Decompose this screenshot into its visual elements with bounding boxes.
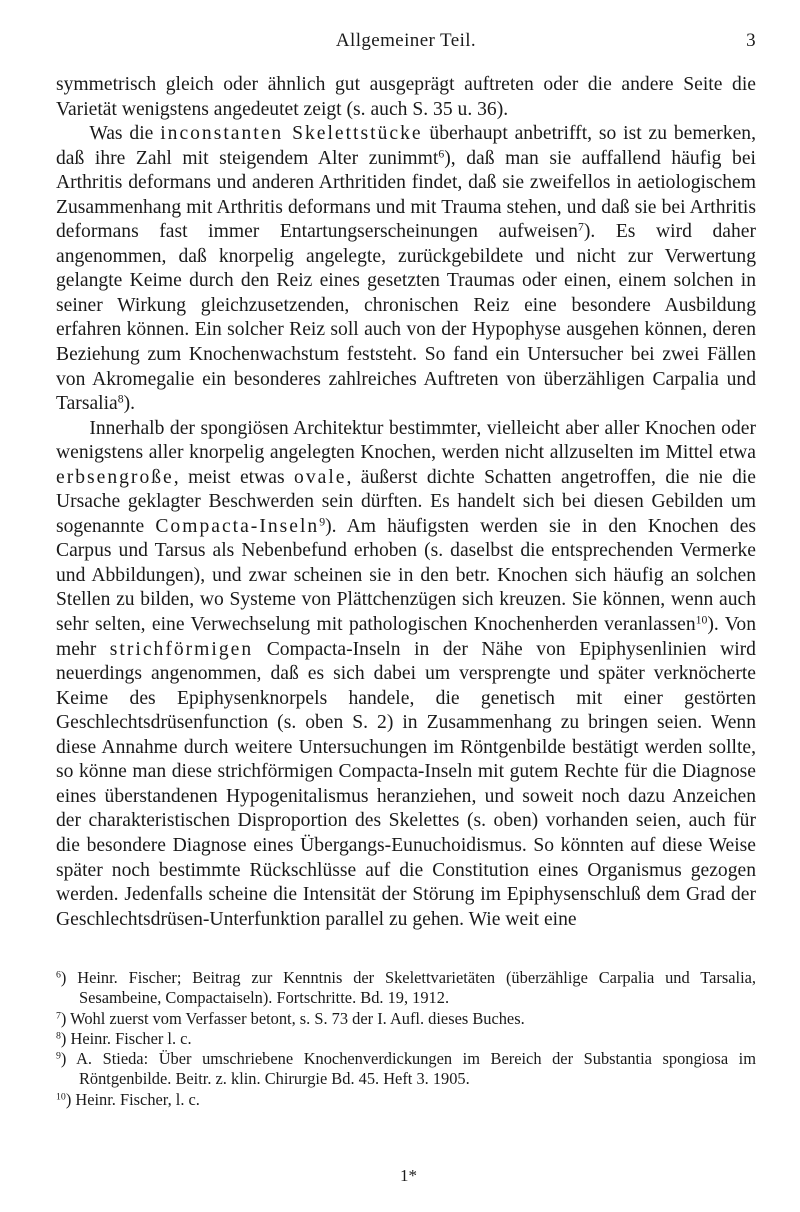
footnote-ref: 6 bbox=[438, 147, 445, 161]
paragraph bbox=[56, 417, 756, 932]
text-run: , äußerst dichte Schatten angetroffen, die nie die Ursache geklagter Beschwerden sein dürften. Es handelt sich bei diesen Gebilden um sogenannte bbox=[56, 466, 757, 537]
footnote-text: ) Heinr. Fischer, l. c. bbox=[65, 1089, 200, 1109]
footnote-mark: 9 bbox=[56, 1050, 61, 1062]
footnote-mark: 10 bbox=[56, 1091, 66, 1103]
text-run: ). bbox=[123, 393, 136, 415]
footnote-mark: 7 bbox=[56, 1010, 61, 1022]
footnotes bbox=[56, 968, 756, 1110]
running-header bbox=[56, 30, 756, 54]
footnote-text: ) Wohl zuerst vom Verfasser betont, s. S. 73 der I. Aufl. dieses Buches. bbox=[60, 1008, 525, 1028]
paragraph bbox=[56, 122, 756, 417]
emphasis-spaced: strichförmigen bbox=[109, 638, 254, 660]
emphasis-spaced: erbsengroße bbox=[56, 466, 174, 488]
text-run: symmetrisch gleich oder ähnlich gut ausgeprägt auftreten oder die andere Seite die Varietät wenigstens angedeutet zeigt (s. auch S. 35 u. 36). bbox=[56, 74, 756, 120]
text-run: überhaupt anbetrifft, so ist zu bemerken, daß ihre Zahl mit steigendem Alter zunimmt bbox=[56, 123, 757, 169]
page-number: 3 bbox=[746, 30, 756, 51]
paragraph bbox=[56, 73, 756, 122]
footnote-text: ) Heinr. Fischer l. c. bbox=[60, 1028, 192, 1048]
footnote bbox=[56, 1009, 756, 1029]
footnote-text: ) A. Stieda: Über umschriebene Knochenverdickungen im Bereich der Substantia spongiosa im Röntgenbilde. Beitr. z. klin. Chirurgie Bd. 45. Heft 3. 1905. bbox=[60, 1049, 756, 1089]
footnote-ref: 8 bbox=[117, 392, 124, 406]
text-run: , meist etwas bbox=[173, 466, 295, 488]
footnote bbox=[56, 1049, 756, 1090]
footnote-ref: 9 bbox=[319, 515, 326, 529]
footnote bbox=[56, 1029, 756, 1049]
emphasis-spaced: ovale bbox=[294, 466, 347, 488]
running-title: Allgemeiner Teil. bbox=[335, 30, 477, 51]
signature-mark: 1* bbox=[400, 1166, 417, 1185]
emphasis-spaced: inconstanten Skelettstücke bbox=[160, 123, 423, 145]
emphasis-spaced: Compacta-Inseln bbox=[155, 515, 320, 537]
text-run: Compacta-Inseln in der Nähe von Epiphysenlinien wird neuerdings angenommen, daß es sich dabei um versprengte und später verknöcherte Keime des Epiphysenknorpels handele, die genetisch mit einer gestörten Geschlechtsdrüsenfunction (s. oben S. 2) in Zusammenhang zu bringen seien. Wenn diese Annahme durch weitere Untersuchungen im Röntgenbilde bestätigt werden sollte, so könne man diese strichförmigen Compacta-Inseln mit gutem Rechte für die Diagnose eines überstandenen Hypogenitalismus heranziehen, und soweit noch dazu Anzeichen der charakteristischen Disproportion des Skelettes (s. oben) vorhanden seien, auch für die besondere Diagnose eines Übergangs-Eunuchoidismus. So könnten auf diese Weise später noch bestimmte Rückschlüsse auf die Constitution eines Organismus gezogen werden. Jedenfalls scheine die Intensität der Störung im Epiphysenschluß dem Grad der Geschlechtsdrüsen-Unterfunktion parallel zu gehen. Wie weit eine bbox=[56, 638, 756, 930]
footnote bbox=[56, 968, 756, 1009]
footnote bbox=[56, 1090, 756, 1110]
footnote-ref: 7 bbox=[577, 220, 584, 234]
footnote-ref: 10 bbox=[695, 613, 708, 627]
text-run: ). Es wird daher angenommen, daß knorpelig angelegte, zurückgebildete und nicht zur Verwertung gelangte Keime durch den Reiz eines gesetzten Traumas oder einen, einem solchen in seiner Wirkung gleichzusetzenden, chronischen Reiz eine besondere Ausbildung erfahren können. Ein solcher Reiz soll auch von der Hypophyse ausgehen können, deren Beziehung zum Knochenwachstum feststeht. So fand ein Untersucher bei zwei Fällen von Akromegalie ein besonderes zahlreiches Auftreten von überzähligen Carpalia und Tarsalia bbox=[56, 221, 756, 415]
text-run: ). Am häufigsten werden sie in den Knochen des Carpus und Tarsus als Nebenbefund erhoben (s. daselbst die entsprechenden Vermerke und Abbildungen), und zwar scheinen sie in den betr. Knochen sich häufig an solchen Stellen zu bilden, wo Systeme von Plättchenzügen sich kreuzen. Sie können, wenn auch sehr selten, eine Verwechselung mit pathologischen Knochenherden veranlassen bbox=[56, 515, 756, 636]
text-run: ). Von mehr bbox=[56, 614, 756, 660]
text-run: Was die bbox=[89, 123, 161, 145]
footnote-mark: 8 bbox=[56, 1030, 61, 1042]
text-run: Innerhalb der spongiösen Architektur bestimmter, vielleicht aber aller Knochen oder wenigstens aller knorpelig angelegten Knochen, werden nicht allzuselten im Mittel etwa bbox=[56, 417, 756, 464]
text-run: ), daß man sie auffallend häufig bei Arthritis deformans und anderen Arthritiden findet, daß sie zweifellos in aetiologischem Zusammenhang mit Arthritis deformans und mit Trauma stehen, und daß sie bei Arthritis deformans fast immer Entartungserscheinungen aufweisen bbox=[56, 147, 756, 243]
footnote-mark: 6 bbox=[56, 969, 61, 981]
body-text bbox=[56, 73, 756, 932]
footnote-text: ) Heinr. Fischer; Beitrag zur Kenntnis der Skelettvarietäten (überzählige Carpalia und Tarsalia, Sesambeine, Compactaiseln). Fortschritte. Bd. 19, 1912. bbox=[60, 968, 756, 1008]
